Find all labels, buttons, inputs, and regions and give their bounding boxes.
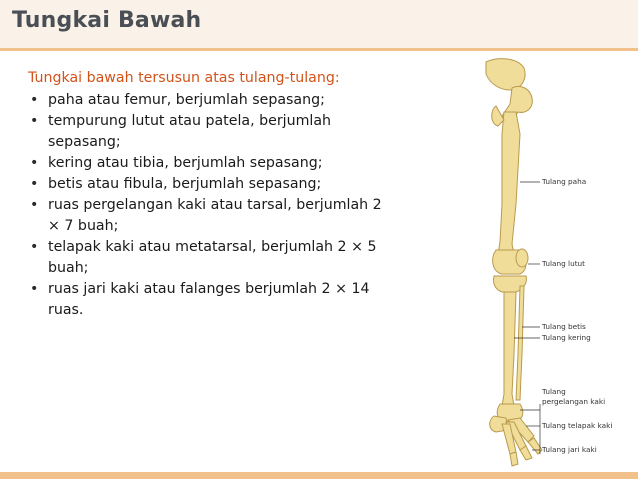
bullet-icon: •	[30, 155, 39, 171]
label-tulang-kering: Tulang kering	[542, 333, 591, 342]
slide-content	[28, 68, 398, 321]
list-item-text: paha atau femur, berjumlah sepasang;	[48, 92, 325, 108]
list-item-text: kering atau tibia, berjumlah sepasang;	[48, 155, 323, 171]
bullet-icon: •	[30, 176, 39, 192]
label-tulang-jari: Tulang jari kaki	[542, 445, 597, 454]
list-item-text: ruas jari kaki atau falanges berjumlah 2 × 14 ruas.	[48, 281, 370, 318]
bullet-icon: •	[30, 197, 39, 213]
intro-text: Tungkai bawah tersusun atas tulang-tulang:	[28, 70, 340, 86]
list-item	[28, 279, 398, 321]
label-tulang-lutut: Tulang lutut	[542, 259, 586, 268]
label-tulang-pergelangan-1: Tulang	[542, 387, 566, 396]
bone-list	[28, 90, 398, 321]
list-item	[28, 195, 398, 237]
list-item	[28, 153, 398, 174]
title-divider	[0, 48, 638, 51]
list-item	[28, 237, 398, 279]
list-item-text: betis atau fibula, berjumlah sepasang;	[48, 176, 322, 192]
bottom-divider	[0, 472, 638, 479]
list-item-text: tempurung lutut atau patela, berjumlah sepasang;	[48, 113, 332, 150]
list-item	[28, 90, 398, 111]
label-tulang-pergelangan-2: pergelangan kaki	[542, 397, 606, 406]
label-tulang-paha: Tulang paha	[542, 177, 587, 186]
bullet-icon: •	[30, 281, 39, 297]
bullet-icon: •	[30, 113, 39, 129]
leg-skeleton-icon	[486, 59, 542, 466]
list-item-text: telapak kaki atau metatarsal, berjumlah 2 × 5 buah;	[48, 239, 377, 276]
leg-bone-diagram	[468, 54, 638, 472]
slide-title: Tungkai Bawah	[12, 8, 202, 33]
list-item-text: ruas pergelangan kaki atau tarsal, berjumlah 2 × 7 buah;	[48, 197, 382, 234]
label-tulang-betis: Tulang betis	[542, 322, 586, 331]
list-item	[28, 111, 398, 153]
bullet-icon: •	[30, 239, 39, 255]
label-tulang-telapak: Tulang telapak kaki	[542, 421, 613, 430]
list-item	[28, 174, 398, 195]
bone-labels	[541, 177, 612, 454]
bullet-icon: •	[30, 92, 39, 108]
